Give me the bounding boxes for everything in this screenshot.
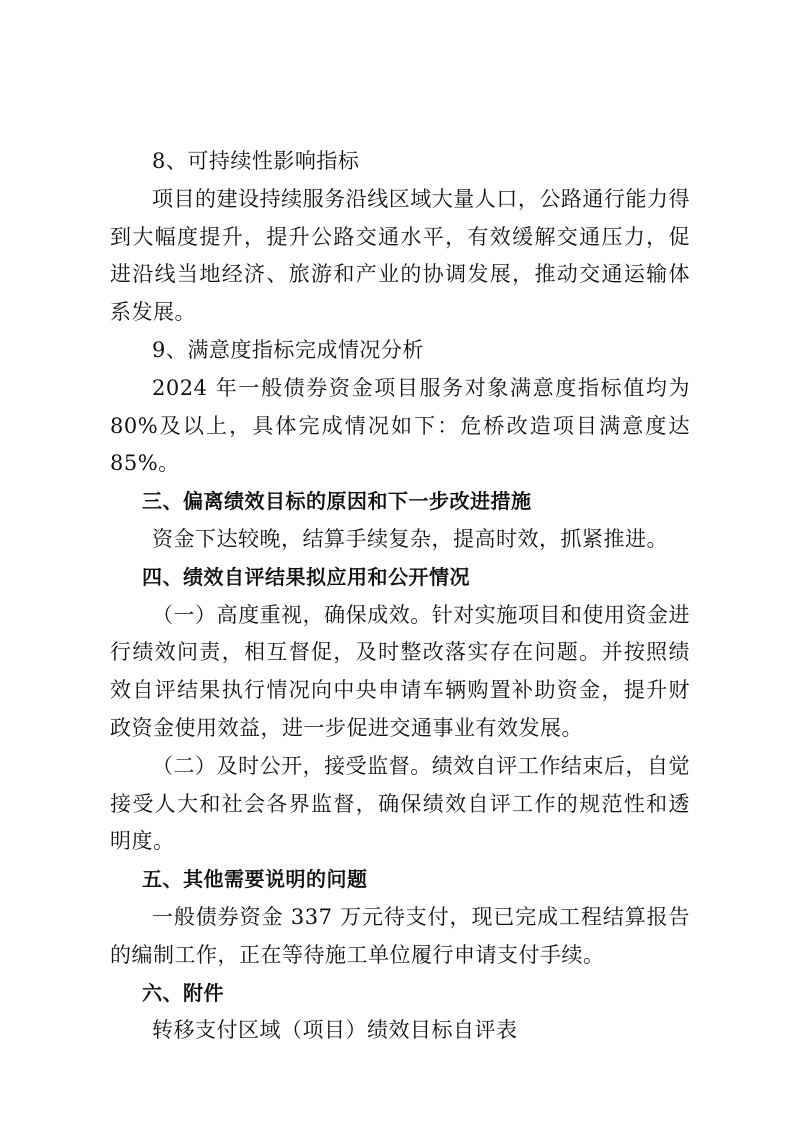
heading-deviation-causes: 三、偏离绩效目标的原因和下一步改进措施: [142, 489, 532, 514]
heading-attachments: 六、附件: [142, 980, 224, 1005]
attachment-item: 转移支付区域（项目）绩效目标自评表: [152, 1018, 518, 1043]
other-issues-paragraph: 一般债券资金 337 万元待支付，现已完成工程结算报告的编制工作，正在等待施工单位履行申请支付手续。: [110, 904, 690, 967]
document-body: [110, 143, 690, 1050]
results-paragraph-2: （二）及时公开，接受监督。绩效自评工作结束后，自觉接受人大和社会各界监督，确保绩效自评工作的规范性和透明度。: [110, 753, 690, 854]
results-paragraph-1: （一）高度重视，确保成效。针对实施项目和使用资金进行绩效问责，相互督促，及时整改落实存在问题。并按照绩效自评结果执行情况向中央申请车辆购置补助资金，提升财政资金使用效益，进一步促进交通事业有效发展。: [110, 602, 690, 740]
heading-results-application: 四、绩效自评结果拟应用和公开情况: [142, 564, 470, 589]
section-9-title: 9、满意度指标完成情况分析: [152, 337, 424, 362]
section-8-paragraph: 项目的建设持续服务沿线区域大量人口，公路通行能力得到大幅度提升，提升公路交通水平，有效缓解交通压力，促进沿线当地经济、旅游和产业的协调发展，推动交通运输体系发展。: [110, 186, 690, 325]
heading-other-issues: 五、其他需要说明的问题: [142, 867, 368, 892]
deviation-paragraph: 资金下达较晚，结算手续复杂，提高时效，抓紧推进。: [152, 526, 668, 551]
section-8-title: 8、可持续性影响指标: [152, 149, 360, 173]
section-9-paragraph: 2024 年一般债券资金项目服务对象满意度指标值均为 80%及以上，具体完成情况如下：危桥改造项目满意度达 85%。: [110, 375, 690, 476]
